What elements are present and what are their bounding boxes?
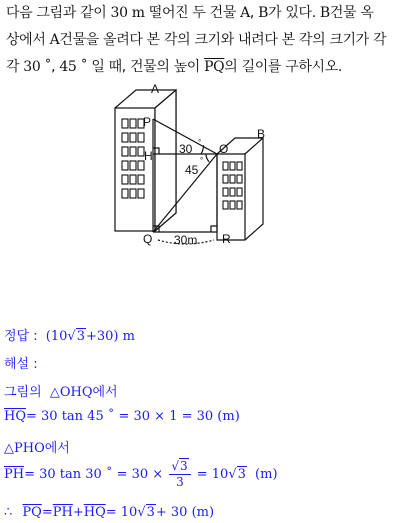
label-o: O bbox=[219, 142, 229, 156]
explanation-heading: 해설 : bbox=[4, 357, 38, 372]
answer-value: (10 bbox=[45, 329, 68, 344]
degree-mark: ° bbox=[198, 138, 202, 147]
segment-hq: $\overline{HQ}$ bbox=[4, 409, 26, 424]
segment-ph: $\overline{PH}$ bbox=[4, 467, 25, 482]
comma: , bbox=[249, 5, 255, 21]
step-equation: + 30 (m) bbox=[155, 505, 215, 520]
answer-radicand: 3 bbox=[76, 329, 85, 344]
building-a-symbol: A bbox=[49, 32, 60, 48]
answer-line: 정답 : (10√3+30) m bbox=[4, 329, 135, 344]
building-a-windows bbox=[122, 119, 144, 198]
therefore-symbol: ∴ bbox=[4, 505, 13, 520]
question-text-segment: 건물 옥 bbox=[329, 5, 374, 21]
unit: (m) bbox=[255, 467, 278, 482]
buildings-figure bbox=[110, 82, 270, 282]
answer-value: +30) m bbox=[85, 329, 135, 344]
question-line-1 bbox=[6, 0, 398, 27]
step-equation: = 10 bbox=[105, 505, 138, 520]
plus-sign: + bbox=[72, 505, 84, 520]
segment-pq: $\overline{PQ}$ bbox=[204, 59, 225, 75]
angle-30: 30 ˚ bbox=[23, 59, 52, 75]
step-equation: = 30 tan 45 ˚ = 30 × 1 = 30 (m) bbox=[26, 409, 240, 424]
step-equation: = 30 tan 30 ˚ = 30 × bbox=[24, 467, 164, 482]
step-text: 그림의 bbox=[4, 385, 42, 400]
question-text-segment: 떨어진 두 건물 bbox=[148, 5, 237, 21]
question-line-2 bbox=[6, 27, 398, 54]
triangle-ohq: △OHQ bbox=[49, 385, 93, 400]
distance-label: 30m bbox=[174, 233, 198, 247]
step-2 bbox=[4, 409, 240, 424]
degree-mark: ° bbox=[200, 156, 204, 165]
angle-45: 45 ˚ bbox=[59, 59, 88, 75]
question-text-segment: 의 길이를 구하시오. bbox=[224, 59, 342, 75]
label-b: B bbox=[257, 127, 266, 141]
radicand: 3 bbox=[146, 505, 155, 520]
segment-hq: $\overline{HQ}$ bbox=[83, 505, 106, 520]
label-p: P bbox=[143, 115, 152, 129]
radicand: 3 bbox=[237, 467, 246, 482]
explanation-label bbox=[4, 353, 38, 372]
triangle-pho: △PHO bbox=[4, 441, 45, 456]
question-text-segment: 가 있다. bbox=[268, 5, 316, 21]
step-text: 에서 bbox=[92, 385, 118, 400]
question-line-3: 각 30 ˚, 45 ˚ 일 때, 건물의 높이 $\overline{PQ}$의 길이를 구하시오. bbox=[6, 59, 342, 75]
step-3 bbox=[4, 437, 70, 456]
step-text: 에서 bbox=[44, 441, 70, 456]
step-4: $\overline{PH}= 30$ tan 30 ˚ = 30 × $\frac{√3}{3}$ = 10√3 (m) bbox=[4, 459, 278, 489]
question-text bbox=[6, 0, 398, 81]
label-h: H bbox=[144, 149, 153, 163]
step-1 bbox=[4, 381, 118, 400]
angle-45-label: 45 bbox=[185, 163, 199, 177]
angle-30-label: 30 bbox=[179, 142, 193, 156]
equals-sign: = bbox=[41, 505, 53, 520]
building-b-symbol: B bbox=[258, 5, 269, 21]
answer-label: 정답 : bbox=[4, 329, 38, 344]
question-text-segment: 건물을 올려다 본 각의 크기와 내려다 본 각의 크기가 각 bbox=[59, 32, 387, 48]
question-text-segment: 상에서 bbox=[6, 32, 46, 48]
fraction-numerator: 3 bbox=[179, 459, 188, 473]
step-equation: = 10 bbox=[196, 467, 229, 482]
fraction-denominator: 3 bbox=[176, 475, 184, 489]
question-text-segment: 일 때, 건물의 높이 bbox=[91, 59, 200, 75]
step-5: ∴ $\overline{PQ}=\overline{PH}+\overline{HQ}= 10√3+ 30$ (m) bbox=[4, 505, 215, 520]
building-b-symbol: B bbox=[319, 5, 330, 21]
distance-value: 30 m bbox=[110, 5, 145, 21]
question-text-segment: 다음 그림과 같이 bbox=[6, 5, 107, 21]
question-text-segment: 각 bbox=[6, 59, 20, 75]
segment-ph: $\overline{PH}$ bbox=[52, 505, 73, 520]
label-q: Q bbox=[143, 232, 153, 246]
label-r: R bbox=[222, 232, 231, 246]
label-a: A bbox=[151, 82, 160, 96]
fraction-sqrt3-over-3: $\frac{√3}{3}$ bbox=[169, 459, 190, 490]
building-a-symbol: A bbox=[240, 5, 250, 21]
segment-pq: $\overline{PQ}$ bbox=[22, 505, 42, 520]
